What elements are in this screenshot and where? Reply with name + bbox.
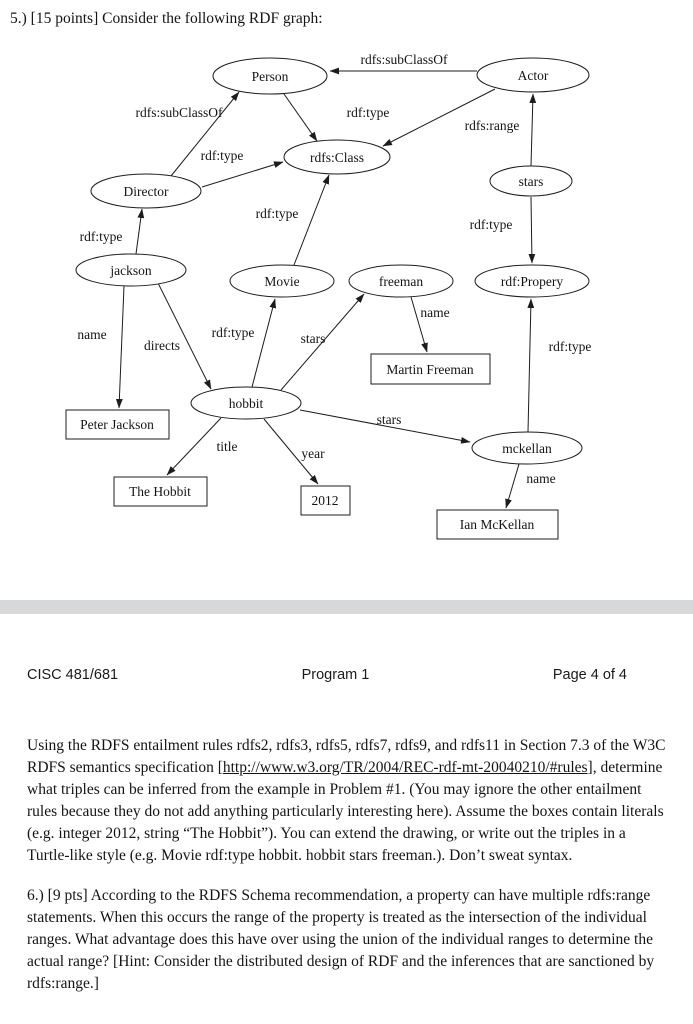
question6-body: 6.) [9 pts] According to the RDFS Schema recommendation, a property can have multiple rdfs:range statements. When this occurs the range of the property is treated as the intersection of the individual ranges. What advantage does this have over using the union of the individual ranges to determine the actual range? [Hint: Consider the distributed design of RDF and the inferences that are sanctioned by rdfs:range.] xyxy=(27,887,655,992)
edge-director-rdfsclass xyxy=(202,162,283,187)
node-mckellan xyxy=(472,432,582,464)
edge-label: rdf:type xyxy=(548,339,592,354)
literal-peter-jackson xyxy=(66,410,169,439)
node-director xyxy=(91,174,201,208)
node-freeman-label: freeman xyxy=(378,274,424,289)
node-rdfs-class-label: rdfs:Class xyxy=(310,150,364,165)
footer-page-number: Page 4 of 4 xyxy=(552,667,627,683)
edge-label: rdf:type xyxy=(211,325,255,340)
literal-martin-freeman xyxy=(371,354,490,384)
edge-jackson-peterjackson xyxy=(119,286,124,408)
edge-label: rdf:type xyxy=(79,229,123,244)
edge-mckellan-ianmckellan xyxy=(506,464,519,508)
literal-label: The Hobbit xyxy=(129,484,191,499)
edge-label: rdf:type xyxy=(200,148,244,163)
edge-mckellan-rdfpropery xyxy=(528,299,531,432)
question5-body xyxy=(27,735,667,867)
page-footer xyxy=(0,667,693,683)
page-body xyxy=(27,735,667,995)
node-stars xyxy=(490,166,572,196)
edge-label: rdfs:subClassOf xyxy=(135,105,223,120)
edge-jackson-hobbit xyxy=(158,283,211,389)
edge-label: name xyxy=(420,305,450,320)
node-jackson xyxy=(76,254,186,286)
node-freeman xyxy=(349,265,453,297)
edge-stars-actor xyxy=(531,94,533,166)
literal-2012 xyxy=(301,486,350,515)
node-movie-label: Movie xyxy=(264,274,300,289)
edge-label: stars xyxy=(376,412,402,427)
node-hobbit xyxy=(191,387,301,419)
node-movie xyxy=(230,265,334,297)
edge-label: title xyxy=(216,439,238,454)
edge-stars-rdfpropery xyxy=(531,197,532,263)
edge-label: rdfs:range xyxy=(464,118,520,133)
edge-label: name xyxy=(77,327,107,342)
edge-hobbit-thehobbit xyxy=(167,418,221,475)
edge-label: name xyxy=(526,471,556,486)
question5-heading: 5.) [15 points] Consider the following RDF graph: xyxy=(10,10,323,27)
node-director-label: Director xyxy=(123,184,169,199)
edge-label: rdfs:subClassOf xyxy=(360,52,448,67)
edge-label: rdf:type xyxy=(255,206,299,221)
edge-hobbit-movie xyxy=(252,299,275,387)
edge-label: stars xyxy=(300,331,326,346)
node-hobbit-label: hobbit xyxy=(228,396,264,411)
literal-label: Ian McKellan xyxy=(459,517,535,532)
node-person-label: Person xyxy=(251,69,289,84)
literal-the-hobbit xyxy=(114,477,207,506)
node-actor xyxy=(477,58,589,92)
footer-course: CISC 481/681 xyxy=(27,667,119,683)
edge-label: rdf:type xyxy=(469,217,513,232)
node-stars-label: stars xyxy=(518,174,544,189)
literal-label: Peter Jackson xyxy=(80,417,154,432)
node-rdf-propery-label: rdf:Propery xyxy=(500,274,564,289)
node-person xyxy=(213,58,327,94)
footer-center: Program 1 xyxy=(301,667,370,683)
edge-label: directs xyxy=(144,338,180,353)
edge-label: rdf:type xyxy=(346,105,390,120)
edge-movie-rdfsclass xyxy=(294,175,329,265)
w3c-spec-link[interactable]: http://www.w3.org/TR/2004/REC-rdf-mt-20040210/#rules xyxy=(222,759,588,776)
node-mckellan-label: mckellan xyxy=(502,441,552,456)
literal-label: 2012 xyxy=(311,493,339,508)
literal-ian-mckellan xyxy=(437,510,558,539)
literal-label: Martin Freeman xyxy=(386,362,474,377)
question5-body-post: ], determine what triples can be inferred from the example in Problem #1. (You may ignore the other entailment rules because they do not add anything particularly interesting here). Assume the boxes contain literals (e.g. integer 2012, string “The Hobbit”). You can extend the drawing, or write out the triples in a Turtle-like style (e.g. Movie rdf:type hobbit. hobbit stars freeman.). Don’t sweat syntax. xyxy=(27,759,664,864)
edge-person-rdfsclass xyxy=(284,94,317,141)
node-rdfs-class xyxy=(284,140,390,174)
page-gap-divider xyxy=(0,600,693,614)
edge-label: year xyxy=(301,446,325,461)
node-jackson-label: jackson xyxy=(110,263,152,278)
edge-jackson-director xyxy=(136,209,142,254)
node-actor-label: Actor xyxy=(517,68,549,83)
question5-body-pre: Using the RDFS entailment rules rdfs2, rdfs3, rdfs5, rdfs7, rdfs9, and rdfs11 in Section 7.3 of the W3C RDFS semantics specification [ xyxy=(27,737,666,776)
node-rdf-propery xyxy=(475,265,589,297)
